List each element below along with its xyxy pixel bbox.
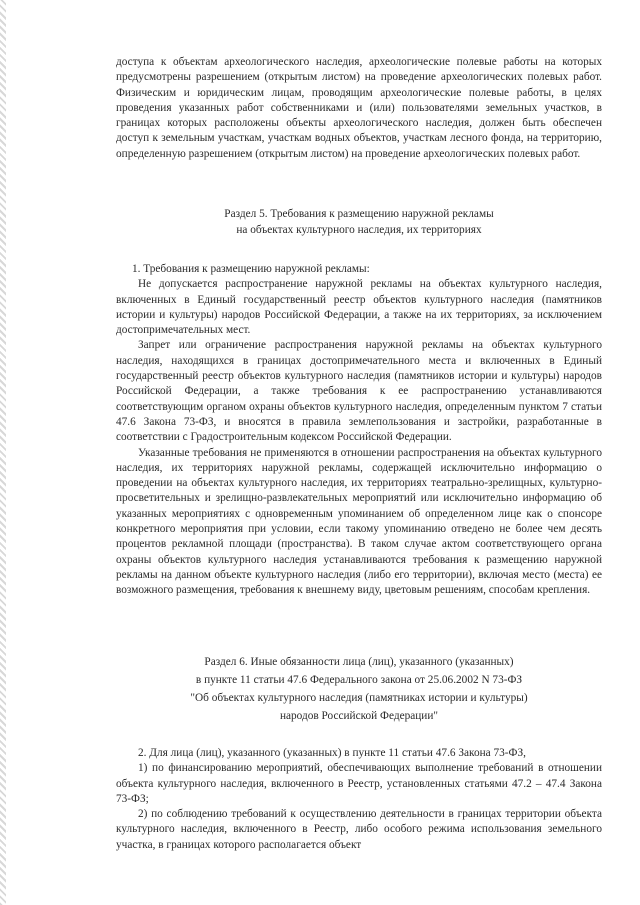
section-5-paragraph-3: Указанные требования не применяются в отношении распространения на объектах культурного наследия, их территориях наружной рекламы, содержащей исключительно информацию о проведении на объектах культурного наследия, их территориях театрально-зрелищных, культурно-просветительных и зрелищно-развлекательных мероприятий или исключительно информацию об указанных мероприятиях с одновременным упоминанием об определенном лице как о спонсоре конкретного мероприятия при условии, если такому упоминанию отведено не более чем десять процентов рекламной площади (пространства). В таком случае актом соответствующего органа охраны объектов культурного наследия устанавливаются требования к размещению наружной рекламы на данном объекте культурного наследия (либо его территории), включая место (места) ее возможного размещения, требования к внешнему виду, цветовым решениям, способам крепления.: [116, 446, 602, 597]
section-5-paragraph-2: Запрет или ограничение распространения наружной рекламы на объектах культурного наследия, находящихся в границах достопримечательного места и включенных в Единый государственный реестр объектов культурного наследия (памятников истории и культуры) народов Российской Федерации, а также требования к ее распространению устанавливаются соответствующим органом охраны объектов культурного наследия, определенным пунктом 7 статьи 47.6 Закона 73-ФЗ, и вносятся в правила землепользования и застройки, разработанные в соответствии с Градостроительным кодексом Российской Федерации.: [116, 339, 602, 444]
section-5-item-1: 1. Требования к размещению наружной рекламы:: [132, 263, 370, 275]
section-6-title-line-2: в пункте 11 статьи 47.6 Федерального закона от 25.06.2002 N 73-ФЗ: [195, 674, 523, 686]
section-6-subitem-2: 2) по соблюдению требований к осуществлению деятельности в границах территории объекта культурного наследия, включенного в Реестр, либо особого режима использования земельного участка, в границах которого располагается объект: [116, 808, 602, 851]
section-5-body: [116, 262, 602, 599]
section-6-body: [116, 746, 602, 853]
section-6-heading: [116, 653, 602, 725]
section-6-title-line-3: "Об объектах культурного наследия (памятниках истории и культуры): [190, 692, 528, 704]
section-6-title-line-1: Раздел 6. Иные обязанности лица (лиц), указанного (указанных): [204, 656, 514, 668]
scan-edge: [0, 0, 6, 905]
section-6-title-line-4: народов Российской Федерации": [279, 710, 439, 722]
section-5-title-line-1: Раздел 5. Требования к размещению наружной рекламы: [224, 208, 494, 220]
section-5-heading: [116, 207, 602, 238]
section-6-item-2: 2. Для лица (лиц), указанного (указанных) в пункте 11 статьи 47.6 Закона 73-ФЗ,: [138, 747, 526, 759]
section-6-subitem-1: 1) по финансированию мероприятий, обеспечивающих выполнение требований в отношении объекта культурного наследия, включенного в Реестр, установленных статьями 47.2 – 47.4 Закона 73-ФЗ;: [116, 762, 602, 805]
intro-paragraph: доступа к объектам археологического наследия, археологические полевые работы на которых предусмотрены разрешением (открытым листом) на проведение археологических полевых работ. Физическим и юридическим лицам, проводящим археологические полевые работы, в целях проведения указанных работ собственниками и (или) пользователями земельных участков, в границах которых расположены объекты археологического наследия, должен быть обеспечен доступ к земельным участкам, участкам водных объектов, участкам лесного фонда, на территорию, определенную разрешением (открытым листом) на проведение археологических полевых работ.: [116, 56, 602, 160]
section-5-paragraph-1: Не допускается распространение наружной рекламы на объектах культурного наследия, включенных в Единый государственный реестр объектов культурного наследия (памятников истории и культуры) народов Российской Федерации, а также на их территориях, за исключением достопримечательных мест.: [116, 278, 602, 337]
intro-block: [116, 55, 602, 162]
section-5-title-line-2: на объектах культурного наследия, их территориях: [236, 223, 482, 236]
